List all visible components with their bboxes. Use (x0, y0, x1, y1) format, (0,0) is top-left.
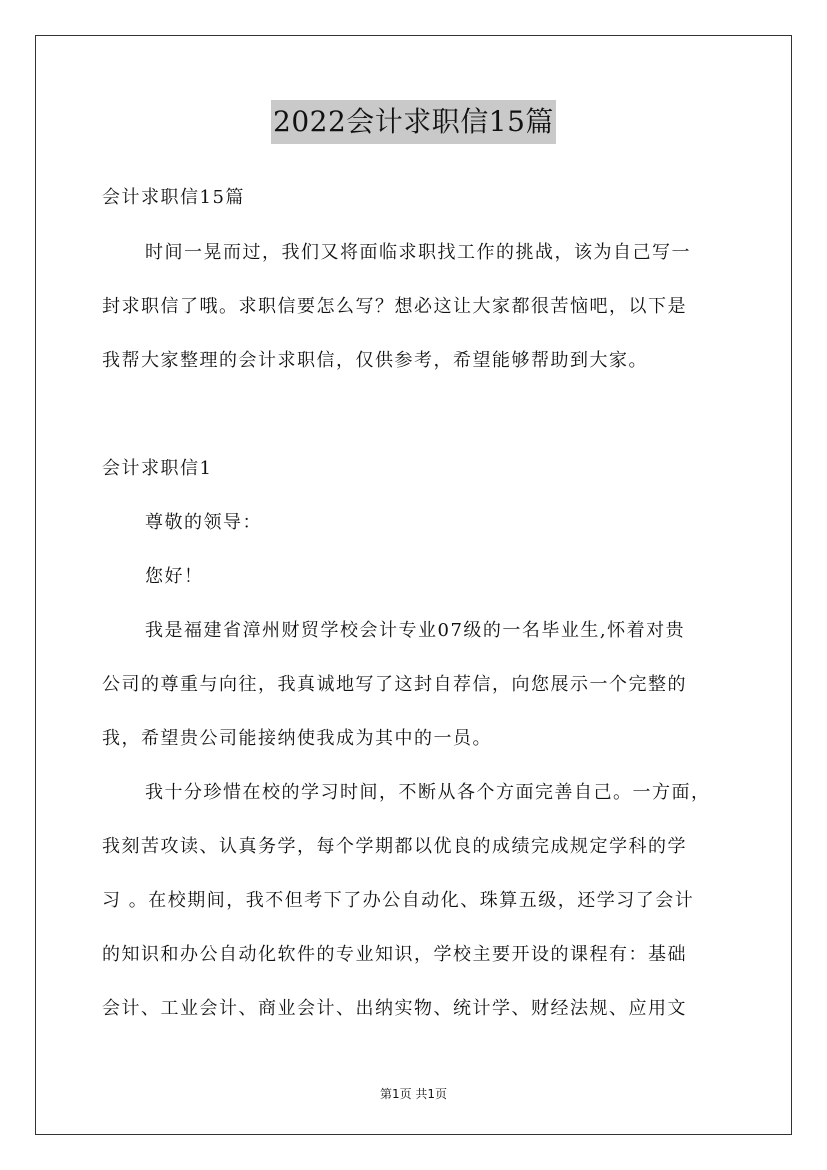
paragraph1-line-3: 我，希望贵公司能接纳使我成为其中的一员。 (102, 728, 492, 749)
paragraph2-line-4: 的知识和办公自动化软件的专业知识，学校主要开设的课程有：基础 (102, 944, 687, 965)
page-footer: 第1页 共1页 (379, 1087, 448, 1101)
salutation: 尊敬的领导： (145, 512, 262, 533)
intro-line-2: 封求职信了哦。求职信要怎么写？想必这让大家都很苦恼吧，以下是 (102, 296, 687, 317)
greeting: 您好！ (145, 566, 204, 587)
intro-line-1: 时间一晃而过，我们又将面临求职找工作的挑战，该为自己写一 (145, 242, 691, 263)
document-title: 2022会计求职信15篇 (271, 100, 556, 144)
paragraph2-line-3: 习 。在校期间，我不但考下了办公自动化、珠算五级，还学习了会计 (102, 890, 695, 911)
paragraph2-line-2: 我刻苦攻读、认真务学，每个学期都以优良的成绩完成规定学科的学 (102, 836, 687, 857)
paragraph2-line-1: 我十分珍惜在校的学习时间，不断从各个方面完善自己。一方面， (145, 782, 711, 803)
paragraph1-line-2: 公司的尊重与向往，我真诚地写了这封自荐信，向您展示一个完整的 (102, 674, 687, 695)
intro-line-3: 我帮大家整理的会计求职信，仅供参考，希望能够帮助到大家。 (102, 350, 648, 371)
paragraph1-line-1: 我是福建省漳州财贸学校会计专业07级的一名毕业生,怀着对贵 (145, 620, 686, 641)
section-heading: 会计求职信1 (102, 458, 213, 479)
paragraph2-line-5: 会计、工业会计、商业会计、出纳实物、统计学、财经法规、应用文 (102, 998, 687, 1019)
title-container (0, 100, 827, 144)
document-subtitle: 会计求职信15篇 (102, 187, 245, 208)
